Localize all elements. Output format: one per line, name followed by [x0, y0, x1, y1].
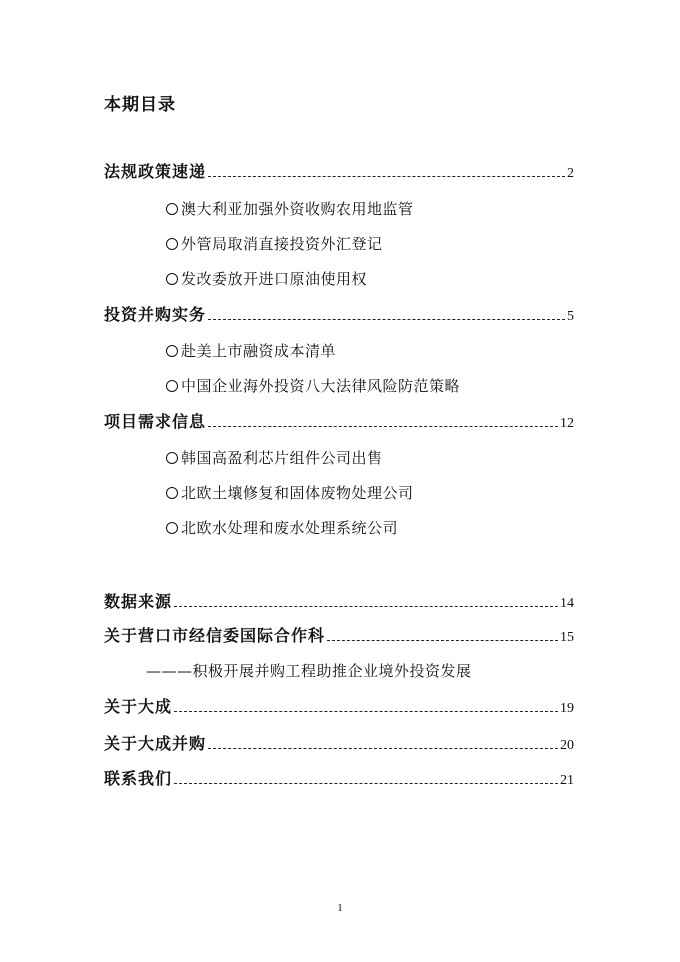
toc-tagline: ———积极开展并购工程助推企业境外投资发展 [146, 662, 472, 680]
toc-page-number: 21 [560, 773, 574, 788]
toc-dot-leader [174, 783, 558, 784]
toc-page-number: 12 [560, 416, 574, 431]
toc-entry-about-dacheng-ma[interactable] [104, 732, 574, 754]
toc-entry-label: 数据来源 [104, 592, 173, 611]
toc-entry-label: 关于大成 [104, 697, 173, 716]
toc-dot-leader [174, 606, 558, 607]
toc-section-label: 项目需求信息 [104, 412, 207, 431]
toc-sub-item-label: 北欧水处理和废水处理系统公司 [181, 519, 399, 537]
toc-sub-item-label: 赴美上市融资成本清单 [181, 342, 337, 360]
toc-entry-label: 联系我们 [104, 769, 173, 788]
toc-section-label: 法规政策速递 [104, 162, 207, 181]
circle-bullet-icon [166, 345, 178, 357]
circle-bullet-icon [166, 238, 178, 250]
toc-dot-leader [208, 319, 565, 320]
toc-sub-item-label: 发改委放开进口原油使用权 [181, 270, 368, 288]
toc-page-number: 2 [567, 166, 574, 181]
toc-sub-item-label: 中国企业海外投资八大法律风险防范策略 [181, 377, 461, 395]
toc-entry-label: 关于大成并购 [104, 734, 207, 753]
toc-entry-yingkou[interactable] [104, 624, 574, 646]
toc-page-number: 20 [560, 738, 574, 753]
toc-sub-item[interactable] [166, 517, 398, 538]
toc-sub-item-label: 北欧土壤修复和固体废物处理公司 [181, 484, 414, 502]
toc-sub-item[interactable] [166, 375, 460, 396]
toc-sub-item[interactable] [166, 233, 383, 254]
circle-bullet-icon [166, 273, 178, 285]
toc-page-number: 15 [560, 630, 574, 645]
circle-bullet-icon [166, 380, 178, 392]
toc-sub-item[interactable] [166, 482, 414, 503]
circle-bullet-icon [166, 522, 178, 534]
toc-sub-item[interactable] [166, 447, 383, 468]
toc-dot-leader [208, 426, 558, 427]
circle-bullet-icon [166, 452, 178, 464]
toc-entry-about-dacheng[interactable] [104, 695, 574, 717]
toc-dot-leader [174, 711, 558, 712]
toc-dot-leader [208, 748, 558, 749]
toc-dot-leader [327, 640, 558, 641]
toc-page-number: 5 [567, 309, 574, 324]
toc-section-label: 投资并购实务 [104, 305, 207, 324]
toc-page-number: 19 [560, 701, 574, 716]
footer-page-number: 1 [337, 902, 343, 914]
toc-page-number: 14 [560, 596, 574, 611]
toc-dot-leader [208, 176, 565, 177]
toc-entry-label: 关于营口市经信委国际合作科 [104, 626, 326, 645]
toc-sub-item-label: 外管局取消直接投资外汇登记 [181, 235, 383, 253]
toc-sub-item[interactable] [166, 340, 336, 361]
circle-bullet-icon [166, 203, 178, 215]
toc-section-project-info[interactable] [104, 410, 574, 432]
toc-section-investment-practice[interactable] [104, 303, 574, 325]
toc-sub-item[interactable] [166, 198, 414, 219]
toc-entry-data-source[interactable] [104, 590, 574, 612]
toc-sub-item[interactable] [166, 268, 367, 289]
toc-entry-contact-us[interactable] [104, 767, 574, 789]
page-title: 本期目录 [104, 95, 176, 115]
toc-sub-item-label: 澳大利亚加强外资收购农用地监管 [181, 200, 414, 218]
circle-bullet-icon [166, 487, 178, 499]
toc-section-regulations[interactable] [104, 160, 574, 182]
toc-sub-item-label: 韩国高盈利芯片组件公司出售 [181, 449, 383, 467]
